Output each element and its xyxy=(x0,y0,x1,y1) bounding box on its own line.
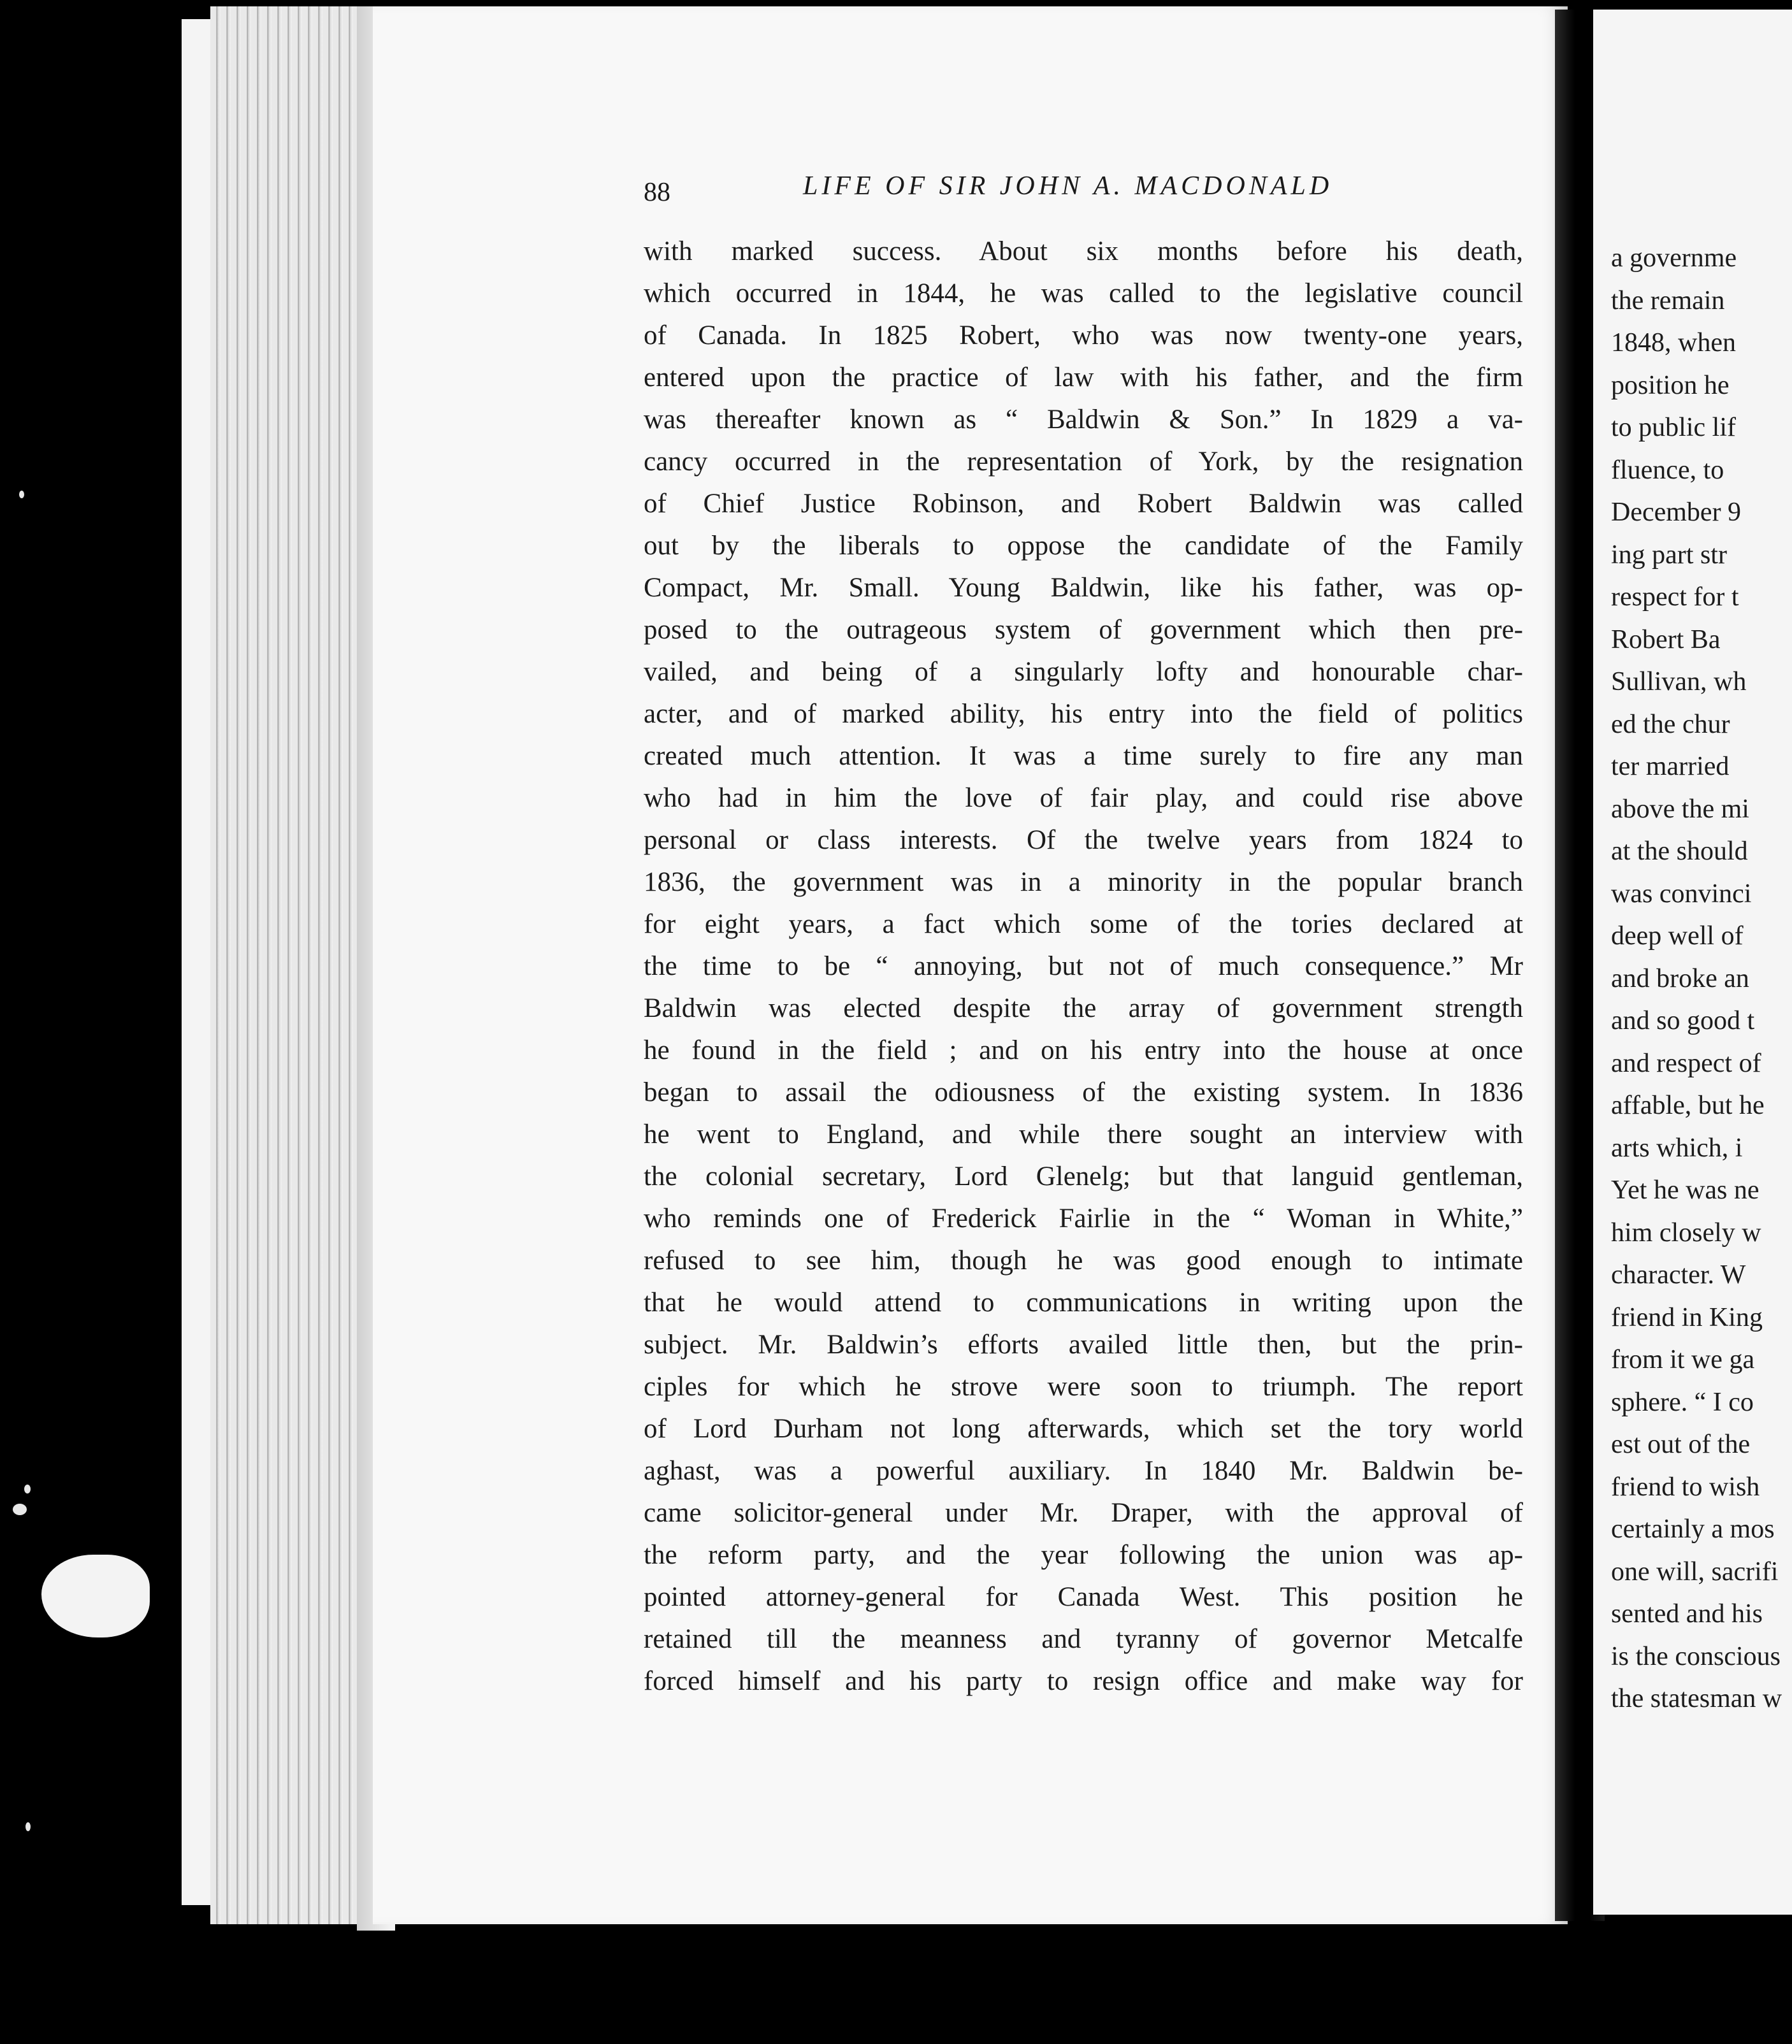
text-line: December 9 xyxy=(1611,498,1742,527)
page-header xyxy=(644,171,1351,215)
text-line: that he would attend to communications in writing upon the xyxy=(644,1288,1523,1318)
text-line: 1848, when xyxy=(1611,328,1736,357)
text-line: the statesman w xyxy=(1611,1684,1782,1713)
text-line: sphere. “ I co xyxy=(1611,1387,1754,1417)
text-line: retained till the meanness and tyranny of governor Metcalfe xyxy=(644,1624,1523,1654)
text-line: cancy occurred in the representation of York, by the resignation xyxy=(644,447,1523,477)
text-line: 1836, the government was in a minority in the popular branch xyxy=(644,867,1523,897)
text-line: who reminds one of Frederick Fairlie in the “ Woman in White,” xyxy=(644,1204,1523,1234)
text-line: a governme xyxy=(1611,243,1737,273)
text-line: friend in King xyxy=(1611,1302,1763,1332)
text-line: Baldwin was elected despite the array of government strength xyxy=(644,993,1523,1023)
text-line: came solicitor-general under Mr. Draper, with the approval of xyxy=(644,1498,1523,1528)
running-title: LIFE OF SIR JOHN A. MACDONALD xyxy=(803,171,1333,201)
text-line: ciples for which he strove were soon to triumph. The report xyxy=(644,1372,1523,1402)
text-line: ing part str xyxy=(1611,540,1727,570)
text-line: Robert Ba xyxy=(1611,624,1721,654)
text-line: the colonial secretary, Lord Glenelg; but that languid gentleman, xyxy=(644,1162,1523,1191)
text-line: of Lord Durham not long afterwards, which set the tory world xyxy=(644,1414,1523,1444)
text-line: Yet he was ne xyxy=(1611,1176,1759,1205)
text-line: and broke an xyxy=(1611,963,1749,993)
right-page-body-text xyxy=(1611,237,1792,1720)
text-line: created much attention. It was a time surely to fire any man xyxy=(644,741,1523,771)
text-line: of Chief Justice Robinson, and Robert Baldwin was called xyxy=(644,489,1523,519)
text-line: was thereafter known as “ Baldwin & Son.” In 1829 a va- xyxy=(644,405,1523,435)
text-line: from it we ga xyxy=(1611,1345,1755,1374)
text-line: who had in him the love of fair play, and could rise above xyxy=(644,783,1523,813)
text-line: one will, sacrifi xyxy=(1611,1557,1779,1587)
text-line: affable, but he xyxy=(1611,1091,1765,1120)
text-line: to public lif xyxy=(1611,413,1736,442)
text-line: arts which, i xyxy=(1611,1133,1743,1163)
text-line: refused to see him, though he was good enough to intimate xyxy=(644,1246,1523,1276)
text-line: ed the chur xyxy=(1611,709,1730,739)
text-line: sented and his xyxy=(1611,1599,1763,1629)
text-line: acter, and of marked ability, his entry into the field of politics xyxy=(644,699,1523,729)
scan-speck xyxy=(25,1822,31,1831)
text-line: Sullivan, wh xyxy=(1611,667,1747,696)
text-line: for eight years, a fact which some of the tories declared at xyxy=(644,909,1523,939)
text-line: subject. Mr. Baldwin’s efforts availed little then, but the prin- xyxy=(644,1330,1523,1360)
text-line: of Canada. In 1825 Robert, who was now twenty-one years, xyxy=(644,320,1523,350)
text-line: is the conscious xyxy=(1611,1641,1781,1671)
page-number: 88 xyxy=(644,178,670,207)
text-line: and so good t xyxy=(1611,1006,1755,1035)
text-line: respect for t xyxy=(1611,582,1739,612)
text-line: est out of the xyxy=(1611,1430,1751,1459)
text-line: deep well of xyxy=(1611,921,1744,951)
text-line: ter married xyxy=(1611,752,1730,781)
text-line: pointed attorney-general for Canada West. This position he xyxy=(644,1582,1523,1612)
text-line: aghast, was a powerful auxiliary. In 1840 Mr. Baldwin be- xyxy=(644,1456,1523,1486)
right-page xyxy=(1593,10,1792,1915)
text-line: he went to England, and while there sought an interview with xyxy=(644,1119,1523,1149)
text-line: character. W xyxy=(1611,1260,1746,1290)
scan-artifact-blot xyxy=(41,1555,150,1637)
text-line: the reform party, and the year following the union was ap- xyxy=(644,1540,1523,1570)
text-line: him closely w xyxy=(1611,1218,1761,1248)
text-line: with marked success. About six months before his death, xyxy=(644,236,1523,266)
text-line: which occurred in 1844, he was called to the legislative council xyxy=(644,278,1523,308)
text-line: fluence, to xyxy=(1611,455,1724,485)
text-line: at the should xyxy=(1611,837,1748,866)
text-line: vailed, and being of a singularly lofty and honourable char- xyxy=(644,657,1523,687)
text-line: and respect of xyxy=(1611,1048,1761,1078)
text-line: Compact, Mr. Small. Young Baldwin, like his father, was op- xyxy=(644,573,1523,603)
text-line: entered upon the practice of law with his father, and the firm xyxy=(644,363,1523,392)
text-line: was convinci xyxy=(1611,879,1752,909)
text-line: began to assail the odiousness of the existing system. In 1836 xyxy=(644,1077,1523,1107)
text-line: the time to be “ annoying, but not of much consequence.” Mr xyxy=(644,951,1523,981)
text-line: friend to wish xyxy=(1611,1472,1760,1502)
scan-speck xyxy=(24,1485,31,1493)
text-line: certainly a mos xyxy=(1611,1515,1775,1544)
text-line: above the mi xyxy=(1611,794,1749,824)
text-line: personal or class interests. Of the twelve years from 1824 to xyxy=(644,825,1523,855)
scan-speck xyxy=(13,1504,27,1515)
text-line: he found in the field ; and on his entry into the house at once xyxy=(644,1035,1523,1065)
scan-speck xyxy=(19,491,24,498)
text-line: out by the liberals to oppose the candidate of the Family xyxy=(644,531,1523,561)
left-page-body-text xyxy=(644,231,1523,1702)
text-line: posed to the outrageous system of government which then pre- xyxy=(644,615,1523,645)
text-line: the remain xyxy=(1611,285,1725,315)
text-line: position he xyxy=(1611,370,1730,400)
text-line: forced himself and his party to resign office and make way for xyxy=(644,1666,1523,1696)
